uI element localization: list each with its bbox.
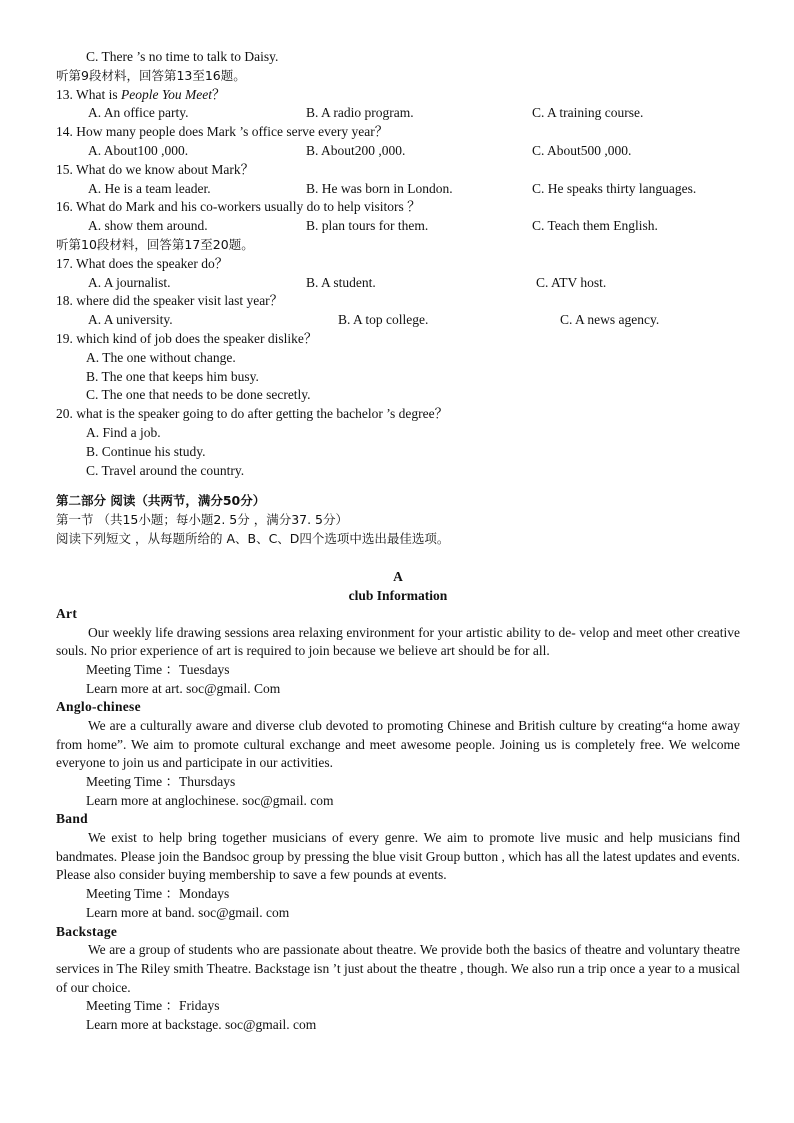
meeting-time-backstage: Meeting Time ：Fridays [86, 998, 220, 1014]
exam-page [56, 48, 740, 1035]
club-description-band: We exist to help bring together musicians of every genre. We aim to promote live music and help musicians find bandmates. Please join the Bandsoc group by pressing the blue visit Group button , which has all the latest updates and events. Please also consider buying membership to save a few pounds at events. [56, 830, 740, 883]
option-a: A. show them around. [88, 218, 208, 234]
option-a: A. Find a job. [86, 424, 161, 440]
question-13-options [56, 104, 740, 123]
contact-anglo-chinese: Learn more at anglochinese. soc@gmail. com [86, 792, 334, 808]
option-a: A. The one without change. [86, 349, 236, 365]
club-heading-anglo-chinese: Anglo-chinese [56, 699, 141, 715]
part-2-title: 第二部分 阅读（共两节，满分50分） [56, 493, 266, 509]
option-a: A. A university. [88, 312, 173, 328]
option-b: B. Continue his study. [86, 443, 206, 459]
meeting-time-anglo-chinese: Meeting Time ：Thursdays [86, 773, 236, 789]
question-20-stem: 20. what is the speaker going to do after getting the bachelor ’s degree？ [56, 406, 449, 422]
option-a: A. An office party. [88, 105, 189, 121]
question-17-options [56, 274, 740, 293]
passage-title: club Information [348, 587, 448, 603]
option-c: C. About500 ,000. [532, 142, 632, 158]
question-16-stem: 16. What do Mark and his co-workers usually do to help visitors ？ [56, 199, 421, 215]
question-19-stem: 19. which kind of job does the speaker dislike？ [56, 330, 318, 346]
option-c: C. Travel around the country. [86, 462, 245, 478]
option-c: C. He speaks thirty languages. [532, 180, 697, 196]
option-b: B. A radio program. [306, 105, 414, 121]
club-heading-art: Art [56, 605, 78, 621]
question-13-stem: 13. What is People You Meet？ [56, 86, 226, 102]
contact-backstage: Learn more at backstage. soc@gmail. com [86, 1017, 317, 1033]
option-b: B. About200 ,000. [306, 142, 406, 158]
option-b: B. plan tours for them. [306, 218, 429, 234]
club-description-anglo-chinese: We are a culturally aware and diverse club devoted to promoting Chinese and British culture by creating“a home away from home”. We aim to promote cultural exchange and meet awesome people. Joining us is completely free. We welcome everyone to join us and participate in our activities. [56, 718, 740, 771]
option-c: C. Teach them English. [532, 218, 658, 234]
meeting-time-art: Meeting Time ：Tuesdays [86, 661, 230, 677]
option-c: C. A news agency. [560, 312, 660, 328]
meeting-time-band: Meeting Time ：Mondays [86, 886, 230, 902]
question-17-stem: 17. What does the speaker do？ [56, 255, 229, 271]
contact-band: Learn more at band. soc@gmail. com [86, 904, 290, 920]
question-15-stem: 15. What do we know about Mark？ [56, 161, 255, 177]
question-15-options [56, 180, 740, 199]
option-a: A. A journalist. [88, 274, 171, 290]
section-1-title: 第一节 （共15小题；每小题2. 5分 ，满分37. 5分） [56, 512, 349, 528]
club-heading-backstage: Backstage [56, 923, 118, 939]
contact-art: Learn more at art. soc@gmail. Com [86, 680, 281, 696]
option-b: B. A student. [306, 274, 376, 290]
passage-letter: A [393, 568, 403, 584]
question-18-stem: 18. where did the speaker visit last year？ [56, 293, 284, 309]
option-c: C. ATV host. [536, 274, 607, 290]
option-b: B. He was born in London. [306, 180, 453, 196]
option-a: A. About100 ,000. [88, 142, 189, 158]
question-14-options [56, 142, 740, 161]
section-10-instruction: 听第10段材料，回答第17至20题。 [56, 236, 254, 252]
question-14-stem: 14. How many people does Mark ’s office serve every year？ [56, 124, 389, 140]
club-heading-band: Band [56, 811, 88, 827]
option-c: C. The one that needs to be done secretly. [86, 387, 311, 403]
program-title: People You Meet [121, 86, 212, 102]
option-b: B. A top college. [338, 312, 429, 328]
reading-instruction: 阅读下列短文 ，从每题所给的 A、B、C、D四个选项中选出最佳选项。 [56, 530, 450, 546]
option-b: B. The one that keeps him busy. [86, 368, 259, 384]
option-a: A. He is a team leader. [88, 180, 211, 196]
club-description-backstage: We are a group of students who are passionate about theatre. We provide both the basics of theatre and voluntary theatre services in The Riley smith Theatre. Backstage isn ’t just about the theatre , though. We also run a trip once a year to a musical of our choice. [56, 942, 740, 995]
question-16-options [56, 217, 740, 236]
question-18-options [56, 311, 740, 330]
option-c: C. A training course. [532, 105, 644, 121]
club-description-art: Our weekly life drawing sessions area relaxing environment for your artistic ability to de- velop and meet other creative souls. No prior experience of art is required to join because we believe art should be for all. [56, 624, 740, 659]
section-9-instruction: 听第9段材料，回答第13至16题。 [56, 67, 246, 83]
option-c-prev: C. There ’s no time to talk to Daisy. [86, 49, 279, 64]
